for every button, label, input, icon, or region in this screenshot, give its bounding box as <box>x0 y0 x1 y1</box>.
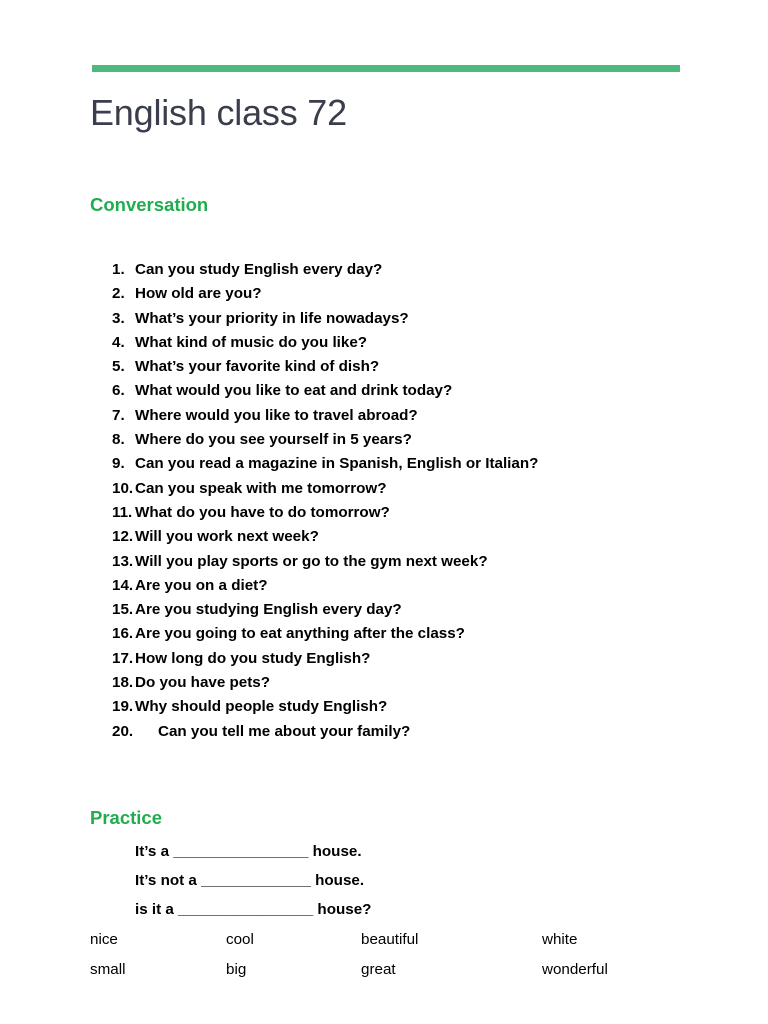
question-text: Are you studying English every day? <box>135 601 402 619</box>
practice-heading: Practice <box>90 807 162 828</box>
question-number: 19. <box>112 698 134 716</box>
word-bank-item: wonderful <box>542 961 608 978</box>
question-text: Can you read a magazine in Spanish, English or Italian? <box>135 455 539 473</box>
top-rule <box>92 65 680 72</box>
question-number: 8. <box>112 431 125 449</box>
question-text: What would you like to eat and drink today? <box>135 382 453 400</box>
question-text: Can you study English every day? <box>135 261 383 278</box>
question-number: 7. <box>112 406 125 424</box>
practice-sentence: It’s a ________________ house. <box>135 843 362 860</box>
practice-sentence: It’s not a _____________ house. <box>135 872 365 889</box>
question-text: What’s your priority in life nowadays? <box>135 309 409 327</box>
question-text: Where do you see yourself in 5 years? <box>135 431 412 449</box>
word-bank-item: great <box>361 961 396 978</box>
question-text: Are you going to eat anything after the class? <box>135 625 465 643</box>
question-number: 14. <box>112 576 134 594</box>
question-text: What kind of music do you like? <box>135 333 368 351</box>
question-text: Do you have pets? <box>135 674 271 692</box>
word-bank-item: beautiful <box>361 931 419 948</box>
question-number: 11. <box>112 503 133 521</box>
question-number: 6. <box>112 382 125 400</box>
question-number: 3. <box>112 309 125 327</box>
question-number: 13. <box>112 552 134 570</box>
word-bank-item: nice <box>90 931 118 948</box>
question-number: 16. <box>112 625 134 643</box>
question-number: 10. <box>112 479 134 497</box>
document-title: English class 72 <box>90 92 347 133</box>
question-text: What do you have to do tomorrow? <box>135 503 390 521</box>
question-number: 17. <box>112 649 134 667</box>
question-number: 1. <box>112 261 125 278</box>
word-bank-item: big <box>226 961 247 978</box>
question-number: 12. <box>112 528 134 546</box>
question-number: 18. <box>112 674 134 692</box>
question-number: 4. <box>112 333 125 351</box>
question-text: Will you play sports or go to the gym next week? <box>135 552 488 570</box>
question-text: Can you tell me about your family? <box>158 722 411 740</box>
question-text: Why should people study English? <box>135 698 388 716</box>
question-number: 2. <box>112 285 125 303</box>
question-text: Where would you like to travel abroad? <box>135 406 418 424</box>
question-number: 20. <box>112 722 134 740</box>
word-bank-item: white <box>542 931 578 948</box>
question-text: How old are you? <box>135 285 262 303</box>
question-number: 5. <box>112 358 125 376</box>
question-number: 9. <box>112 455 125 473</box>
conversation-heading: Conversation <box>90 194 209 215</box>
word-bank-item: small <box>90 961 126 978</box>
question-text: Are you on a diet? <box>135 576 268 594</box>
practice-sentence: is it a ________________ house? <box>135 901 372 918</box>
question-number: 15. <box>112 601 134 619</box>
question-text: What’s your favorite kind of dish? <box>135 358 380 376</box>
word-bank-item: cool <box>226 931 254 948</box>
question-text: Can you speak with me tomorrow? <box>135 479 387 497</box>
question-text: Will you work next week? <box>135 528 319 546</box>
question-text: How long do you study English? <box>135 649 371 667</box>
